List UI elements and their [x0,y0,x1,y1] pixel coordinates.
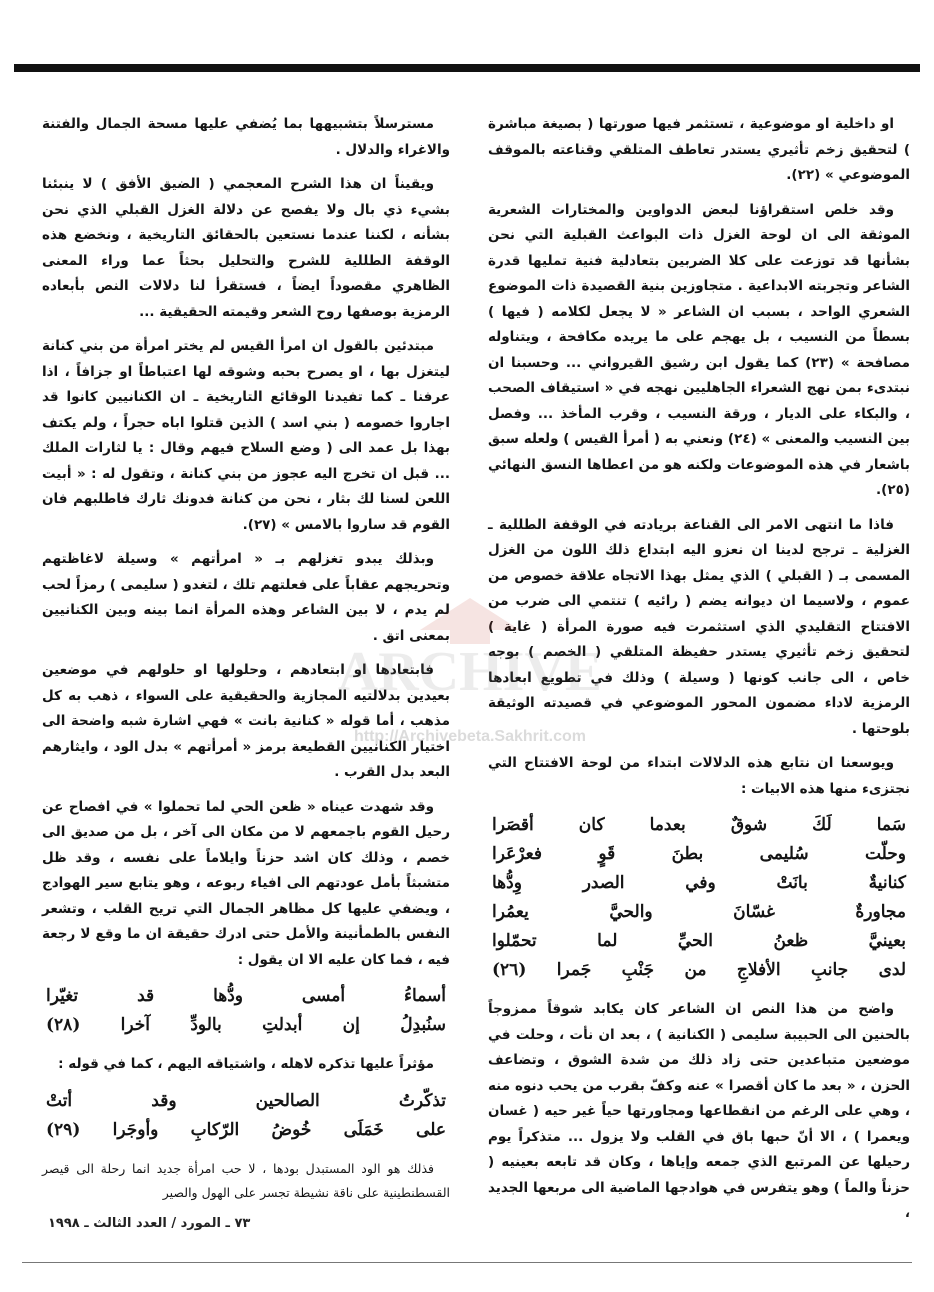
verse-line: بعينيَّ ظعنُ الحيِّ لما تحمّلوا [492,931,906,951]
paragraph: وبذلك يبدو تغزلهم بـ « امرأتهم » وسيلة لاغاظتهم وتحريجهم عقاباً على فعلتهم تلك ، لتغدو ( سليمى ) رمزاً لحب لم يدم ، لا بين الشاعر وهذه المرأة انما بينه وبين الكنانيين بمعنى اتق . [42,551,450,644]
verse-line: على خَمَلَى خُوضُ الرّكابِ وأوجَرا (٢٩) [46,1119,446,1140]
top-rule [14,64,920,72]
page-footer: ٧٣ ـ المورد / العدد الثالث ـ ١٩٩٨ [48,1216,251,1231]
paragraph: فابتعادها او ابتعادهم ، وحلولها او حلولهم في موضعين بعيدين بدلالتيه المجازية والحقيقية على السواء ، ذهب به كل مذهب ، أما قوله « كنانية بانت » فهي اشارة شبه واضحة الى اختيار الكنانيين القطيعة برمز « أمرأتهم » بدل الود ، وايثارهم البعد بدل القرب . [42,662,450,780]
verse-line: تذكّرتُ الصالحين وقد أتتْ [46,1090,446,1111]
paragraph: ويقيناً ان هذا الشرح المعجمي ( الضيق الأفق ) لا ينبئنا بشيء ذي بال ولا يفصح عن دلالة الغزل القبلي الذي نحن بشأنه ، لكننا عندما نستعين بالحقائق التاريخية ، ونخضع هذه الوقفة الطللية للشرح والتحليل بحثاً عما وراء المعنى الظاهري مقصوداً ايضاً ، فستقرأ لنا دلالات النص بأبعاده الرمزية بوصفها روح الشعر وقيمته الحقيقية ... [42,176,450,320]
verse-line: أسماءُ أمسى ودُّها قد تغيّرا [46,986,446,1006]
paragraph: ويوسعنا ان نتابع هذه الدلالات ابتداء من لوحة الافتتاح التي نجتزىء منها هذه الابيات : [488,755,910,797]
paragraph: فاذا ما انتهى الامر الى القناعة بريادته في الوقفة الطللية ـ الغزلية ـ ترجح لدينا ان نعزو اليه ابتداع ذلك اللون من الغزل المسمى بـ ( القبلي ) الذي يمثل بهذا الاتجاه علاقة خصوص من عموم ، ولاسيما ان ديوانه يضم ( رائيه ) تنتمي الى ضرب من الافتتاح التقليدي الذي استثمرت فيه صورة المرأة ( غاية ) لتحقيق زخم تأثيري يستدر حفيظة المتلقي ( الخصم ) بوجه خاص ، الى جانب كونها ( وسيلة ) وذلك في تطويع ابعادها الرمزية لاداء مضمون المحور الموضوعي في قصيدته الوثيقة بلوحتها . [488,516,910,737]
verse-line: مجاورةٌ غسّانَ والحيَّ يعمُرا [492,902,906,922]
verse-block [42,982,450,1040]
paragraph: فذلك هو الود المستبدل بودها ، لا حب امرأة جديد انما رحلة الى قيصر القسطنطينية على ناقة نشيطة تجسر على الهول والصير [42,1160,450,1200]
right-column [488,112,910,1236]
paragraph: مبتدئين بالقول ان امرأ القيس لم يختر امرأة من بني كنانة ليتغزل بها ، او يصرح بحبه وشوقه لها اعتباطاً او جزافاً ، اذا عرفنا ـ كما تفيدنا الوقائع التاريخية ـ ان الكنانيين كانوا قد اجاروا خصومه ( بني اسد ) الذين قتلوا اباه حجراً ، ولم يكتف بهذا بل عمد الى ( وضع السلاح فيهم وقال : يا لثارات الملك ... قبل ان تخرج اليه عجوز من بني كنانة ، وتقول له : « أبيت اللعن لسنا لك بثار ، نحن من كنانة فدونك ثارك فاطلبهم فان القوم قد ساروا بالامس » (٢٧). [42,338,450,533]
verse-line: وحلّت سُليمى بطنَ قَوٍ فعرْعَرا [492,844,906,864]
verse-block [488,811,910,985]
verse-line: كنانيةٌ بانَتْ وفي الصدر وِدُّها [492,873,906,893]
paragraph: وقد خلص استقراؤنا لبعض الدواوين والمختارات الشعرية الموثقة الى ان لوحة الغزل ذات البواعث القبلية التي نحن بشأنها قد توزعت على كلا الضربين بتعادلية فنية تمليها قدرة الشاعر وتجربته الابداعية . متجاوزين بنية القصيدة ذات الموضوع الشعري الواحد ، بسبب ان الشاعر « لا يجعل لكلامه ( فيها ) بسطاً من النسيب ، بل يهجم على ما يريده مكافحة ، ويتناوله مصافحة » (٢٣) كما يقول ابن رشيق القيرواني ... وحسبنا ان نبتدىء بمن نهج الشعراء الجاهليين نهجه في « استيقاف الصحب ، والبكاء على الديار ، ورقة النسيب ، وقرب المأخذ ... وفصل بين النسيب والمعنى » (٢٤) ونعني به ( أمرأ القيس ) ولعله سبق باشعار في هذه الموضوعات ولكنه هو من اعطاها النسق النهائي (٢٥). [488,201,911,498]
paragraph: وقد شهدت عيناه « ظعن الحي لما تحملوا » في افصاح عن رحيل القوم باجمعهم لا من مكان الى آخر ، بل من صديق الى خصم ، وذلك كان اشد حزناً وايلاماً على نفسه ، وقد ظل متشبثاً بأمل عودتهم الى افياء ربوعه ، وهو يتابع سير الهوادج ، ويضفي عليها كل مظاهر الجمال التي تريح القلب ، وتشعر النفس بالطمأنينة والأمل حتى ادرك حقيقة ان ما وقع لا رجعة فيه ، فما كان عليه الا ان يقول : [42,798,450,968]
archive-book-icon [450,620,490,644]
left-column [42,112,450,1214]
paragraph: مؤثراً عليها تذكره لاهله ، واشتياقه اليهم ، كما في قوله : [58,1056,434,1072]
bottom-rule [22,1262,912,1263]
watermark-url: http://Archivebeta.Sakhrit.com [353,728,587,745]
verse-line: سَما لَكَ شوقٌ بعدما كان أقصَرا [492,815,906,835]
paragraph: واضح من هذا النص ان الشاعر كان يكابد شوقاً ممزوجاً بالحنين الى الحبيبة سليمى ( الكنانية ) ، بعد ان نأت ، وحلت في موضعين متباعدين حتى زاد ذلك من شدة الشوق ، وتضاعف الحزن ، « بعد ما كان أقصرا » عنه وكفّ بقرب من يحب دنوه منه ، وهي على الرغم من انقطاعها ومجاورتها حياً غير حيه ( غسان ويعمرا ) ، الا أنّ حبها باق في القلب ولا يزول ... متذكراً يوم رحيلها عن المرتبع الذي جمعه وإياها ، وكان قد تابعه بعينيه ( حزناً والماً ) وهو يتفرس في هوادجها الماضية الى مربعها الجديد ، [488,1001,910,1221]
paragraph: مسترسلاً بتشبيهها بما يُضفي عليها مسحة الجمال والفتنة والاغراء والدلال . [42,116,450,158]
watermark-logo-text: ARCHIVE [337,641,603,700]
verse-line: لدى جانبِ الأفلاجِ من جَنْبِ جَمرا (٢٦) [492,960,906,980]
verse-line: سنُبدِلُ إن أبدلتِ بالودِّ آخرا (٢٨) [46,1015,446,1035]
paragraph: او داخلية او موضوعية ، تستثمر فيها صورتها ( بصيغة مباشرة ) لتحقيق زخم تأثيري يستدر تعاطف المتلقي وقناعته بالموقف الموضوعي » (٢٢). [488,116,910,183]
verse-block [42,1087,450,1145]
